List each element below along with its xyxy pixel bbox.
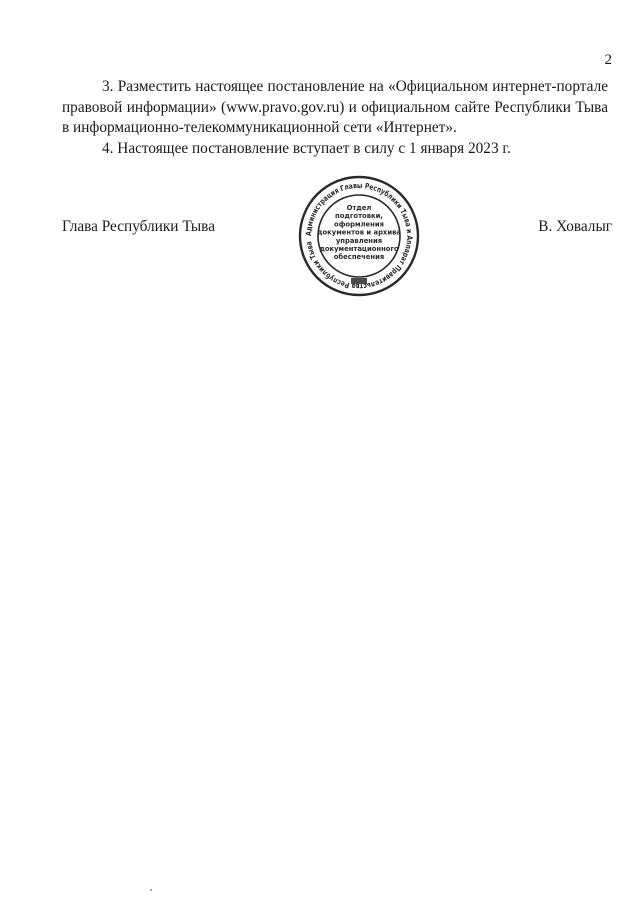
seal-center-line: Отдел <box>346 204 372 212</box>
signatory-name: В. Ховалыг <box>538 218 612 235</box>
seal-number-plate <box>351 278 367 284</box>
seal-center-line: оформления <box>334 220 384 229</box>
seal-center-line: обеспечения <box>333 253 385 262</box>
seal-center-line: документационного <box>319 245 399 253</box>
seal-ring-text: Администрация Главы Республики Тыва и Аппарат Правительства Республики Тыва <box>303 180 415 292</box>
page-number: 2 <box>604 52 612 68</box>
scan-speck <box>150 889 152 891</box>
paragraph-3: 3. Разместить настоящее постановление на «Официальном интернет-портале правовой информации» (www.pravo.gov.ru) и официальном сайте Республики Тыва в информационно-телекоммуникационной сети «Интернет». <box>62 78 608 137</box>
seal-center-line: управления <box>335 236 383 245</box>
document-body <box>62 77 608 159</box>
official-seal <box>297 174 421 298</box>
paragraph-4: 4. Настоящее постановление вступает в силу с 1 января 2023 г. <box>102 139 511 157</box>
seal-center-line: документов и архива <box>317 228 401 237</box>
seal-center-line: подготовки, <box>335 212 383 221</box>
signatory-title: Глава Республики Тыва <box>62 218 215 235</box>
